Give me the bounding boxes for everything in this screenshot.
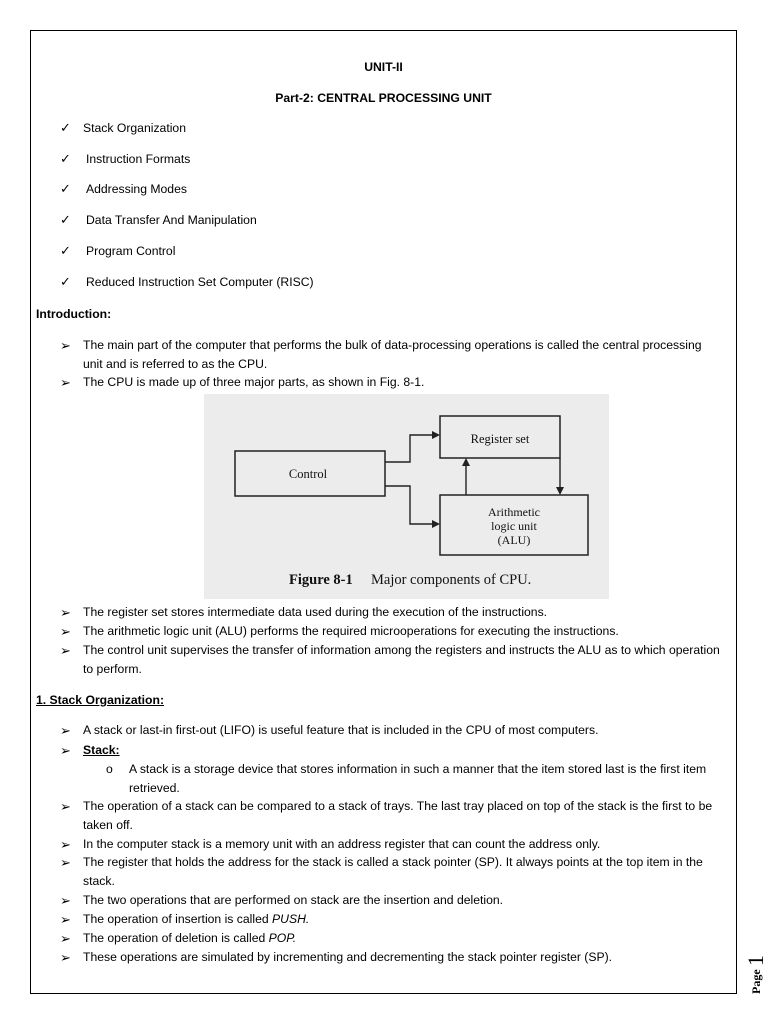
topic-item: Data Transfer And Manipulation <box>86 213 257 227</box>
stack-bullet: A stack or last-in first-out (LIFO) is useful feature that is included in the CPU of most computers. <box>83 723 599 737</box>
check-icon: ✓ <box>60 181 71 196</box>
arrow-bullet-icon: ➢ <box>60 912 71 927</box>
arrow-bullet-icon: ➢ <box>60 799 71 814</box>
stack-bullet: The register that holds the address for the stack is called a stack pointer (SP). It always points at the top item in the stack. <box>83 855 703 888</box>
stack-heading: 1. Stack Organization: <box>36 693 164 707</box>
arrow-bullet-icon: ➢ <box>60 855 71 870</box>
part-title: Part-2: CENTRAL PROCESSING UNIT <box>275 91 492 105</box>
register-set-label: Register set <box>470 432 530 446</box>
arrow-bullet-icon: ➢ <box>60 950 71 965</box>
pop-term: POP. <box>268 931 297 945</box>
intro-bullet: The CPU is made up of three major parts, as shown in Fig. 8-1. <box>83 375 425 389</box>
arrow-bullet-icon: ➢ <box>60 624 71 639</box>
control-label: Control <box>288 467 328 481</box>
pop-bullet <box>83 929 296 948</box>
control-unit-bullet: The control unit supervises the transfer of information among the registers and instructs the ALU as to which operation to perform. <box>83 643 720 676</box>
topic-item: Instruction Formats <box>86 152 191 166</box>
push-text: The operation of insertion is called <box>83 912 273 926</box>
alu-bullet: The arithmetic logic unit (ALU) performs the required microoperations for executing the instructions. <box>83 624 619 638</box>
alu-label-line1: Arithmetic <box>488 505 540 519</box>
intro-heading: Introduction: <box>36 307 112 321</box>
register-set-bullet: The register set stores intermediate data used during the execution of the instructions. <box>83 605 548 619</box>
stack-bullet: These operations are simulated by incrementing and decrementing the stack pointer register (SP). <box>83 950 613 964</box>
arrow-bullet-icon: ➢ <box>60 643 71 658</box>
intro-bullet: The main part of the computer that performs the bulk of data-processing operations is called the central processing unit and is referred to as the CPU. <box>83 338 702 371</box>
arrow-bullet-icon: ➢ <box>60 723 71 738</box>
alu-label-line2: logic unit <box>491 519 537 533</box>
pop-text: The operation of deletion is called <box>83 931 269 945</box>
arrow-bullet-icon: ➢ <box>60 931 71 946</box>
stack-definition: A stack is a storage device that stores information in such a manner that the item stored last is the first item retrieved. <box>129 762 707 795</box>
cpu-figure <box>204 394 609 599</box>
arrow-bullet-icon: ➢ <box>60 605 71 620</box>
check-icon: ✓ <box>60 120 71 135</box>
arrow-bullet-icon: ➢ <box>60 893 71 908</box>
arrow-bullet-icon: ➢ <box>60 743 71 758</box>
topic-item: Reduced Instruction Set Computer (RISC) <box>86 275 314 289</box>
sub-bullet-marker: o <box>106 762 113 776</box>
topic-item: Program Control <box>86 244 176 258</box>
page-word: Page <box>749 969 763 994</box>
check-icon: ✓ <box>60 151 71 166</box>
stack-bullet: In the computer stack is a memory unit with an address register that can count the address only. <box>83 837 601 851</box>
alu-label-line3: (ALU) <box>497 533 531 547</box>
unit-title: UNIT-II <box>364 60 403 74</box>
cpu-diagram <box>204 394 609 599</box>
page-number <box>742 948 768 998</box>
control-to-register-arrow <box>385 435 434 462</box>
page-digit: 1 <box>743 955 768 966</box>
stack-bullet: The two operations that are performed on stack are the insertion and deletion. <box>83 893 504 907</box>
stack-bullet: The operation of a stack can be compared to a stack of trays. The last tray placed on top of the stack is the first to be taken off. <box>83 799 713 832</box>
push-bullet <box>83 910 309 929</box>
arrow-bullet-icon: ➢ <box>60 338 71 353</box>
push-term: PUSH. <box>272 912 310 926</box>
figure-caption-text: Major components of CPU. <box>371 572 532 588</box>
check-icon: ✓ <box>60 274 71 289</box>
figure-caption-label: Figure 8-1 <box>289 572 353 588</box>
arrow-bullet-icon: ➢ <box>60 375 71 390</box>
arrow-bullet-icon: ➢ <box>60 837 71 852</box>
control-to-alu-arrow <box>385 486 434 524</box>
check-icon: ✓ <box>60 243 71 258</box>
check-icon: ✓ <box>60 212 71 227</box>
topic-item: Addressing Modes <box>86 182 187 196</box>
stack-subheading: Stack: <box>83 743 120 757</box>
topic-item: Stack Organization <box>83 121 186 135</box>
